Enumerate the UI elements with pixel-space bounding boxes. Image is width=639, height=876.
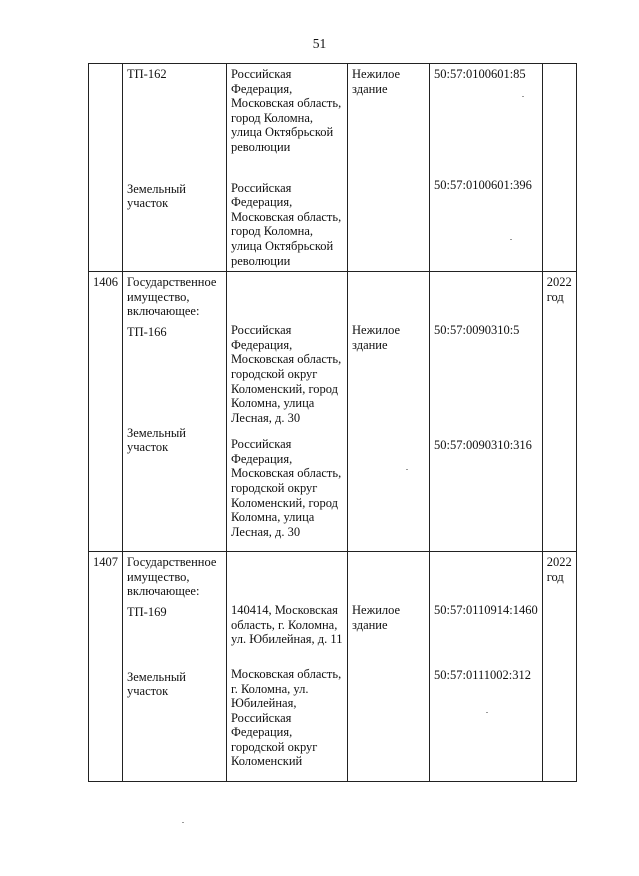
address-cell	[227, 552, 348, 782]
row-number: 1406	[89, 272, 123, 552]
object-name: Земельный участок	[127, 425, 186, 455]
cadastral-cell	[430, 64, 543, 272]
year-cell	[542, 64, 576, 272]
address: Московская область, г. Коломна, ул. Юбилейная, Российская Федерация, городской округ Коломенский	[231, 666, 342, 769]
purpose: Нежилое здание	[352, 67, 401, 96]
object-name: ТП-169	[127, 604, 167, 619]
cadastral-cell	[430, 552, 543, 782]
address: Российская Федерация, Московская область, городской округ Коломенский, город Коломна, улица Лесная, д. 30	[231, 437, 342, 539]
row-number: 1407	[89, 552, 123, 782]
object-name: Земельный участок	[127, 669, 186, 699]
property-table	[88, 63, 577, 782]
group-header: Государственное имущество, включающее:	[127, 275, 217, 319]
cadastral-number: 50:57:0111002:312	[434, 667, 531, 682]
address: Российская Федерация, Московская область, город Коломна, улица Октябрьской революции	[231, 180, 342, 268]
cadastral-cell	[430, 272, 543, 552]
table-row	[89, 552, 577, 782]
object-name-cell	[123, 552, 227, 782]
scan-speck	[406, 469, 408, 470]
object-name-cell	[123, 64, 227, 272]
address: 140414, Московская область, г. Коломна, ул. Юбилейная, д. 11	[231, 603, 343, 647]
year-cell: 2022 год	[542, 272, 576, 552]
purpose-cell	[348, 272, 430, 552]
purpose-cell	[348, 552, 430, 782]
purpose: Нежилое здание	[352, 323, 401, 352]
object-name: Земельный участок	[127, 181, 186, 211]
cadastral-number: 50:57:0110914:1460	[434, 603, 538, 618]
table-row	[89, 272, 577, 552]
address-cell	[227, 64, 348, 272]
scan-speck	[522, 96, 524, 97]
purpose-cell	[348, 64, 430, 272]
group-header: Государственное имущество, включающее:	[127, 555, 217, 599]
object-name-cell	[123, 272, 227, 552]
scan-speck	[182, 822, 184, 823]
object-name: ТП-166	[127, 324, 167, 339]
year-cell: 2022 год	[542, 552, 576, 782]
cadastral-number: 50:57:0090310:316	[434, 437, 532, 452]
cadastral-number: 50:57:0100601:85	[434, 67, 526, 81]
scan-speck	[486, 712, 488, 713]
row-number	[89, 64, 123, 272]
object-name: ТП-162	[127, 67, 167, 81]
address-cell	[227, 272, 348, 552]
purpose: Нежилое здание	[352, 603, 401, 632]
cadastral-number: 50:57:0100601:396	[434, 177, 532, 192]
address: Российская Федерация, Московская область, городской округ Коломенский, город Коломна, улица Лесная, д. 30	[231, 323, 342, 425]
scan-speck	[510, 239, 512, 240]
table-row	[89, 64, 577, 272]
cadastral-number: 50:57:0090310:5	[434, 323, 520, 338]
address: Российская Федерация, Московская область, город Коломна, улица Октябрьской революции	[231, 67, 342, 154]
page-number: 51	[312, 36, 327, 51]
